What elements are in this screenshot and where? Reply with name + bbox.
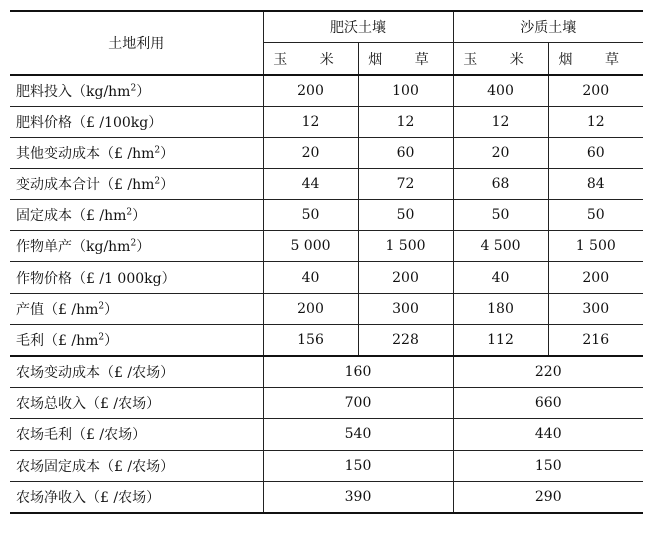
cell-value: 44	[263, 169, 358, 200]
cell-value: 200	[548, 75, 643, 107]
cell-value: 440	[453, 419, 643, 450]
fertile-soil-header: 肥沃土壤	[263, 11, 453, 43]
cell-value: 112	[453, 324, 548, 356]
table-row	[10, 419, 643, 450]
land-use-header: 土地利用	[10, 11, 263, 75]
cell-value: 160	[263, 356, 453, 388]
cell-value: 156	[263, 324, 358, 356]
cell-value: 200	[263, 293, 358, 324]
cell-value: 700	[263, 388, 453, 419]
cell-value: 72	[358, 169, 453, 200]
cell-value: 150	[453, 450, 643, 481]
table-row	[10, 107, 643, 138]
row-label: 固定成本（£ $/hm^2$）	[10, 200, 263, 231]
crop-header-fertile-corn: 玉 米	[263, 43, 358, 75]
table-row	[10, 75, 643, 107]
cell-value: 660	[453, 388, 643, 419]
cell-value: 220	[453, 356, 643, 388]
cell-value: 40	[263, 262, 358, 293]
cell-value: 540	[263, 419, 453, 450]
table-row	[10, 450, 643, 481]
row-label: 作物价格（£ /1 000kg）	[10, 262, 263, 293]
crop-header-sandy-corn: 玉 米	[453, 43, 548, 75]
cell-value: 5 000	[263, 231, 358, 262]
row-label: 作物单产$(kg/hm^2)$	[10, 231, 263, 262]
row-label: 肥料价格（£ /100kg）	[10, 107, 263, 138]
cell-value: 200	[548, 262, 643, 293]
cell-value: 100	[358, 75, 453, 107]
cell-value: 300	[548, 293, 643, 324]
table-row	[10, 262, 643, 293]
cell-value: 1 500	[548, 231, 643, 262]
cell-value: 50	[358, 200, 453, 231]
cell-value: 20	[263, 138, 358, 169]
land-use-table	[10, 10, 643, 514]
row-label: 毛利（£ $/hm^2$）	[10, 324, 263, 356]
table-row	[10, 200, 643, 231]
cell-value: 12	[548, 107, 643, 138]
crop-rows	[10, 75, 643, 356]
table-row	[10, 324, 643, 356]
cell-value: 50	[263, 200, 358, 231]
sandy-soil-header: 沙质土壤	[453, 11, 643, 43]
cell-value: 200	[358, 262, 453, 293]
cell-value: 60	[548, 138, 643, 169]
table-row	[10, 388, 643, 419]
row-label: 变动成本合计（£ $/hm^2$）	[10, 169, 263, 200]
cell-value: 200	[263, 75, 358, 107]
cell-value: 68	[453, 169, 548, 200]
row-label: 农场毛利（£ /农场）	[10, 419, 263, 450]
cell-value: 84	[548, 169, 643, 200]
crop-header-fertile-tobacco: 烟 草	[358, 43, 453, 75]
row-label: 农场净收入（£ /农场）	[10, 481, 263, 513]
cell-value: 12	[358, 107, 453, 138]
cell-value: 228	[358, 324, 453, 356]
cell-value: 20	[453, 138, 548, 169]
cell-value: 60	[358, 138, 453, 169]
cell-value: 12	[453, 107, 548, 138]
row-label: 农场固定成本（£ /农场）	[10, 450, 263, 481]
cell-value: 390	[263, 481, 453, 513]
table-row	[10, 169, 643, 200]
table-row	[10, 481, 643, 513]
row-label: 产值（£ $/hm^2$）	[10, 293, 263, 324]
crop-header-sandy-tobacco: 烟 草	[548, 43, 643, 75]
cell-value: 12	[263, 107, 358, 138]
cell-value: 50	[453, 200, 548, 231]
row-label: 其他变动成本（£ $/hm^2$）	[10, 138, 263, 169]
table-row	[10, 356, 643, 388]
cell-value: 216	[548, 324, 643, 356]
cell-value: 1 500	[358, 231, 453, 262]
cell-value: 290	[453, 481, 643, 513]
cell-value: 150	[263, 450, 453, 481]
header-row	[10, 11, 643, 43]
cell-value: 4 500	[453, 231, 548, 262]
cell-value: 400	[453, 75, 548, 107]
farm-rows	[10, 356, 643, 513]
table-row	[10, 293, 643, 324]
cell-value: 300	[358, 293, 453, 324]
row-label: 农场变动成本（£ /农场）	[10, 356, 263, 388]
cell-value: 40	[453, 262, 548, 293]
table-row	[10, 138, 643, 169]
row-label: 农场总收入（£ /农场）	[10, 388, 263, 419]
cell-value: 180	[453, 293, 548, 324]
table-row	[10, 231, 643, 262]
cell-value: 50	[548, 200, 643, 231]
row-label: 肥料投入$(kg/hm^2)$	[10, 75, 263, 107]
